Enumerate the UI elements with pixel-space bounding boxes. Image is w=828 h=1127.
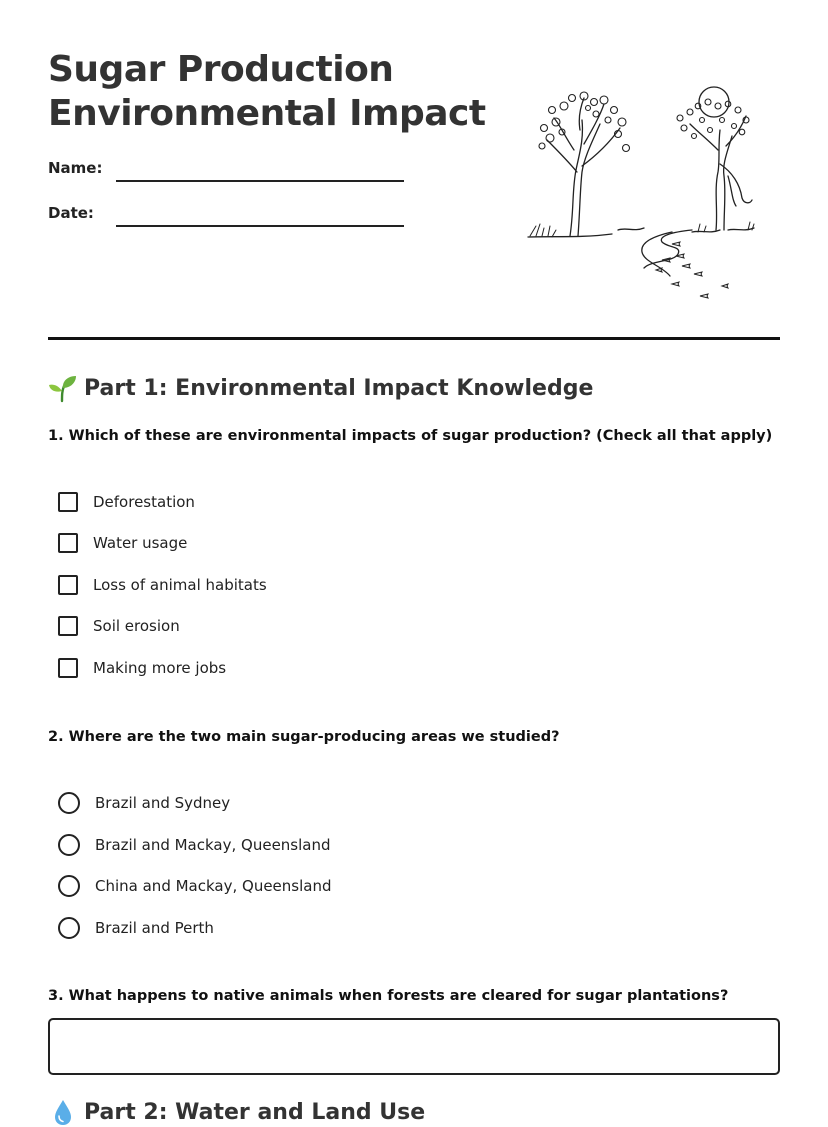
q2-option-1[interactable] [58, 792, 230, 814]
q1-option-jobs[interactable] [58, 658, 226, 678]
part2-heading [48, 1097, 425, 1127]
option-label: Making more jobs [93, 659, 227, 677]
question-2: 2. Where are the two main sugar-producing areas we studied? [48, 729, 560, 745]
radio-button[interactable] [58, 792, 80, 814]
question-3: 3. What happens to native animals when forests are cleared for sugar plantations? [48, 988, 729, 1004]
checkbox[interactable] [58, 575, 78, 595]
radio-button[interactable] [58, 917, 80, 939]
q1-option-habitats[interactable] [58, 575, 267, 595]
part2-title: Part 2: Water and Land Use [84, 1099, 426, 1125]
worksheet-title [48, 48, 486, 136]
header-divider [48, 337, 780, 340]
checkbox[interactable] [58, 533, 78, 553]
name-field[interactable] [116, 180, 404, 182]
radio-button[interactable] [58, 834, 80, 856]
q2-option-2[interactable] [58, 834, 331, 856]
option-label: Brazil and Mackay, Queensland [95, 836, 331, 854]
question-1: 1. Which of these are environmental impacts of sugar production? (Check all that apply) [48, 428, 773, 444]
date-label: Date: [48, 204, 94, 222]
title-line-2: Environmental Impact [48, 93, 486, 134]
trees-illustration [522, 80, 762, 308]
checkbox[interactable] [58, 616, 78, 636]
option-label: Water usage [93, 534, 188, 552]
option-label: Brazil and Sydney [95, 794, 231, 812]
q1-option-soil-erosion[interactable] [58, 616, 180, 636]
option-label: Soil erosion [93, 617, 180, 635]
option-label: China and Mackay, Queensland [95, 877, 332, 895]
checkbox[interactable] [58, 658, 78, 678]
q3-answer-box[interactable] [48, 1018, 780, 1075]
q2-option-3[interactable] [58, 875, 332, 897]
option-label: Brazil and Perth [95, 919, 214, 937]
checkbox[interactable] [58, 492, 78, 512]
part1-title: Part 1: Environmental Impact Knowledge [84, 375, 594, 401]
option-label: Loss of animal habitats [93, 576, 267, 594]
q2-option-4[interactable] [58, 917, 214, 939]
part1-heading [48, 373, 593, 403]
date-field[interactable] [116, 225, 404, 227]
name-label: Name: [48, 159, 103, 177]
water-drop-icon [48, 1097, 78, 1127]
seedling-icon [48, 373, 78, 403]
title-line-1: Sugar Production [48, 49, 394, 90]
option-label: Deforestation [93, 493, 195, 511]
q1-option-water-usage[interactable] [58, 533, 187, 553]
radio-button[interactable] [58, 875, 80, 897]
q1-option-deforestation[interactable] [58, 492, 195, 512]
